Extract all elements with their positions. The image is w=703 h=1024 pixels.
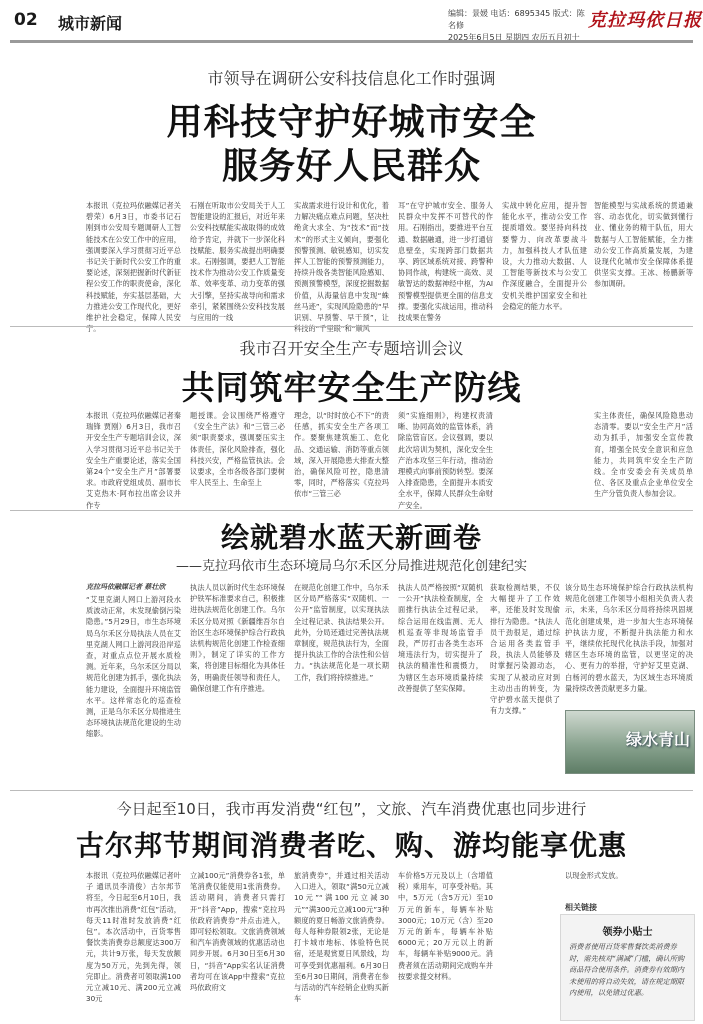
article1-headline-line1: 用科技守护好城市安全 xyxy=(166,102,537,143)
page-number: 02 xyxy=(14,10,38,30)
meta-editor-line: 编辑：景媛 电话：6895345 版式：陈名修 xyxy=(448,9,585,30)
article4-column: 立减100元”消费券各1张，单笔消费仅能使用1张消费券。活动期间，消费者只需打开“抖音”App，搜索“克拉玛依政府消费券”并点击进入，即可轻松领取。文旅消费领域和汽车消费领域的优惠活动也同步开展。6月30日至6月30日，“抖音”App实名认证消费者均可在该App中搜索“克拉玛依政府文 xyxy=(190,871,285,993)
tip-title: 领券小贴士 xyxy=(602,927,653,938)
article2-headline: 共同筑牢安全生产防线 xyxy=(181,368,522,407)
article1-headline-line2: 服务好人民群众 xyxy=(221,146,481,187)
divider xyxy=(10,326,693,327)
divider xyxy=(10,510,693,511)
tip-text: 消费者使用百货零售餐饮类消费券时，需先核对“满减”门槛，确认所购商品符合使用条件。消费券有效期内未使用的将自动失效，请在规定期限内使用，以免错过优惠。 xyxy=(569,942,685,997)
section-title: 城市新闻 xyxy=(58,14,123,33)
article3-column: “艾里克湖人网口上游河段水质波动正常，未发现偷倒污染隐患。”5月29日，市生态环境局乌尔禾区分局执法人员在艾里克湖人网口上游河段沿岸巡查，对重点点位开展水质检测。近年来，乌尔禾区分局以规范化创建为抓手，强化执法能力建设，全面提升环境监管水平。这样常态化的巡查检测，正是乌尔禾区分局推进生态环境执法规范化建设的生动缩影。 xyxy=(86,595,181,739)
article1-column: 实战需求进行设计和优化，着力解决痛点难点问题，坚决杜绝贪大求全、为“技术”而“技术”的形式主义倾向，要强化预警预测、敏锐感知，切实发挥人工智能的预警预测能力，持续升级各类智能风险感知、预测预警模型，深度挖掘数据价值，从海量信息中发现“蛛丝马迹”，实现风险隐患的“早识别、早预警、早干预”，让科技的“千里眼”和“顺风 xyxy=(294,201,389,334)
masthead-meta xyxy=(448,8,588,44)
article2-column: 本报讯（克拉玛依融媒记者秦瑞锋 贾刚）6月3日，我市召开安全生产专题培训会议，深入学习贯彻习近平总书记关于安全生产重要论述，落实全国第24个“安全生产月”部署要求。市政府党组成员、副市长艾克热木·阿布拉出席会议并作专 xyxy=(86,411,181,510)
article3-headline: 绘就碧水蓝天新画卷 xyxy=(220,521,482,554)
divider xyxy=(10,790,693,791)
related-link-tag: 相关链接 xyxy=(565,903,597,912)
article1-column: 石刚在听取市公安局关于人工智能建设的汇报后，对近年来公安科技赋能实战取得的成效给予肯定，并就下一步深化科技赋能、服务实战提出明确要求。石刚强调，要把人工智能技术作为推动公安工作质量变革、效率变革、动力变革的强大引擎，坚持实战导向和需求牵引，紧紧围绕公安科技发展与应用的一线 xyxy=(190,201,285,323)
newspaper-logo: 克拉玛依日报 xyxy=(588,10,702,31)
masthead-rule xyxy=(10,40,693,43)
article4-column: 车价格5万元及以上（含增值税）乘用车，可享受补贴。其中，5万元（含5万元）至10万元的新车，每辆车补贴3000元；10万元（含）至20万元的新车，每辆车补贴6000元；20万元以上的新车，每辆车补贴9000元。消费者须在活动期间完成购车并按要求提交材料。 xyxy=(398,871,493,981)
article3-column: 在规范化创建工作中，乌尔禾区分局严格落实“双随机、一公开”监管制度，以实现执法全过程记录、执法结果公开。此外，分局还通过完善执法规章制度，规范执法行为，全面提升执法工作的合法性和公信力。“执法规范化是一项长期工作，我们将持续推进。” xyxy=(294,583,389,682)
article2-kicker: 我市召开安全生产专题培训会议 xyxy=(239,339,464,358)
article1-column: 耳”在守护城市安全、服务人民群众中发挥不可替代的作用。石刚指出，要推进平台互通、数据融通，进一步打通信息壁垒，实现跨部门数据共享、跨区域系统对接、跨警种协同作战，构建统一高效、灵敏智达的数据神经中枢，为AI预警模型提供更全面的信息支撑。要强化实战运用，推动科技成果在警务 xyxy=(398,201,493,323)
article4-column: 以现金形式发放。 xyxy=(565,871,623,880)
masthead xyxy=(0,0,703,42)
article3-column: 执法人员以新时代生态环境保护铁军标准要求自己，积极推进执法规范化创建工作。乌尔禾区分局对照《新疆维吾尔自治区生态环境保护综合行政执法机构规范化创建工作检查细则》，制定了详实的工作方案，将创建目标细化为具体任务，明确责任领导和责任人，确保创建工作有序推进。 xyxy=(190,583,285,693)
article2-column: 须”实施细则》，构建权责清晰、协同高效的监管体系，消除监管盲区。会议强调，要以此次培训为契机，深化安全生产治本攻坚三年行动，推动治理模式向事前预防转型。要深入排查隐患，全面提升本质安全水平，保障人民群众生命财产安全。 xyxy=(398,411,493,510)
article1-column: 本报讯（克拉玛依融媒记者关碧荣）6月3日，市委书记石刚到市公安局专题调研人工智能技术在公安工作中的应用，强调要深入学习贯彻习近平总书记关于新时代公安工作的重要论述，深刻把握新时代新征程公安工作的职责使命，深化科技赋能，夯实基层基础，大力推进公安工作现代化，更好维护社会稳定，保障人民安宁。 xyxy=(86,201,181,334)
photo-caption: 绿水青山 xyxy=(625,730,690,749)
article1-kicker: 市领导在调研公安科技信息化工作时强调 xyxy=(207,69,496,88)
article2-column: 理念，以“时时放心不下”的责任感，抓实安全生产各项工作。要聚焦建筑施工、危化品、交通运输、消防等重点领域，深入开展隐患大排查大整治，确保风险可控，隐患清零，同时，严格落实《克拉玛依市“三管三必 xyxy=(294,411,389,499)
article2-column: 题授课。会议围绕严格遵守《安全生产法》和“三管三必须”职责要求，强调要压实主体责任，深化风险排查，强化科技兴安，严格监管执法。会议要求，全市各级各部门要树牢人民至上、生命至上 xyxy=(190,411,285,488)
article3-byline: 克拉玛依融媒记者 蔡壮欣 xyxy=(86,582,166,591)
meta-date-line: 2025年6月5日 星期四 农历五月初十 xyxy=(448,33,580,42)
article3-column: 执法人员严格按照“双随机一公开”执法检查制度，全面推行执法全过程记录，综合运用在线监测、无人机巡查等非现场监管手段，严厉打击各类生态环境违法行为，切实提升了执法的精准性和震慑力，为辖区生态环境质量持续改善提供了坚实保障。 xyxy=(398,583,483,693)
landscape-photo xyxy=(565,710,695,774)
article2-column: 实主体责任，确保风险隐患动态清零。要以“安全生产月”活动为抓手，加强安全宣传教育，增强全民安全意识和应急能力，共同筑牢安全生产防线。全市安委会有关成员单位、各区及重点企业单位安全生产分管负责人参加会议。 xyxy=(594,411,693,499)
article3-subhead: ——克拉玛依市生态环境局乌尔禾区分局推进规范化创建纪实 xyxy=(175,559,527,574)
article1-column: 实战中转化应用，提升智能化水平，推动公安工作提质增效。要坚持向科技要警力、向改革要战斗力，加强科技人才队伍建设，大力推动大数据、人工智能等新技术与公安工作深度融合，全面提升公安机关维护国家安全和社会稳定的能力水平。 xyxy=(502,201,587,311)
article3-column: 该分局生态环境保护综合行政执法机构规范化创建工作领导小组相关负责人表示，未来，乌尔禾区分局将持续巩固规范化创建成果，进一步加大生态环境保护执法力度，不断提升执法能力和水平，继续依托现代化执法手段，加强对辖区生态环境的监管，以更坚定的决心、更有力的举措，守护好艾里克湖、白杨河的碧水蓝天，为区域生态环境质量持续改善贡献更多力量。 xyxy=(565,583,693,693)
article3-column: 获取检测结果，不仅大幅提升了工作效率，还能及时发现偷排行为隐患。“执法人员干劲很足，通过综合运用各类监管手段，执法人员能够及时掌握污染源动态，实现了从被动应对到主动出击的转变，为守护碧水蓝天提供了有力支撑。” xyxy=(490,583,560,716)
article1-column: 智能模型与实战系统的贯通兼容、动态优化，切实做到懂行业、懂业务的精干队伍，用大数据与人工智能赋能，全力推动公安工作高质量发展，为建设现代化城市安全保障体系提供坚实支撑。王冰、杨鹏新等参加调研。 xyxy=(594,201,693,289)
article4-kicker: 今日起至10日，我市再发消费“红包”，文旅、汽车消费优惠也同步进行 xyxy=(116,800,587,818)
article4-column: 本报讯（克拉玛依融媒记者叶子 通讯员李清俊）古尔邦节将至，今日起至6月10日，我市再次推出消费“红包”活动，每天11时准时发放消费“红包”。本次活动中，百货零售餐饮类消费券总额度达300万元，共计9万张，每天发放额度为50万元，先到先得，领完即止。消费者可领取满100元立减10元、满200元立减30元 xyxy=(86,871,181,1004)
tip-box xyxy=(560,914,695,1021)
article4-headline: 古尔邦节期间消费者吃、购、游均能享优惠 xyxy=(75,829,627,862)
article4-column: 旅消费券”，并通过相关活动入口进入，领取“满50元立减10元”“满100元立减30元”“满300元立减100元”3种额度的夏日畅游文旅消费券。每人每种券限领2张，无论是打卡城市地标、体验特色民宿，还是观赏夏日风景线，均可享受到优惠福利。6月30日至6月30日期间，消费者在参与活动的汽车经销企业购买新车 xyxy=(294,871,389,1004)
